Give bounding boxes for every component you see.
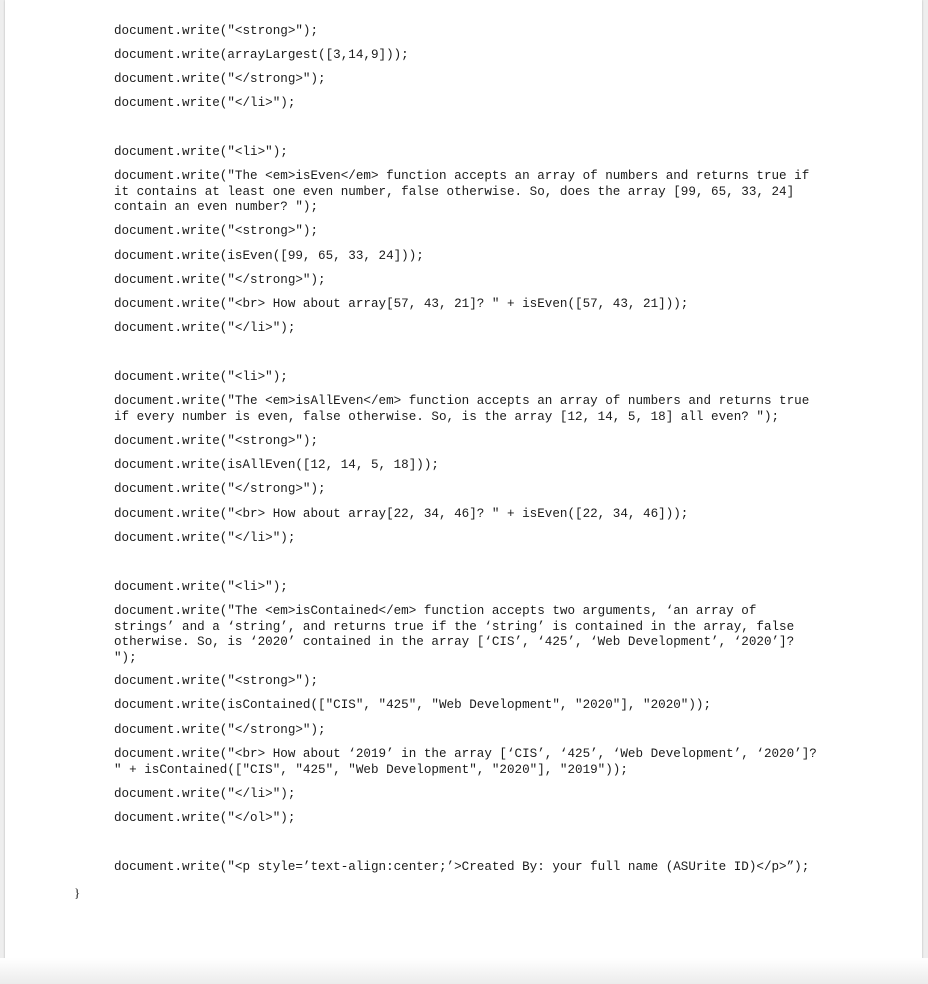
- code-line: document.write("The <em>isAllEven</em> function accepts an array of numbers and returns true if every number is even, false otherwise. So, is the array [12, 14, 5, 18] all even? ");: [114, 394, 810, 424]
- code-line: document.write("<strong>");: [114, 434, 319, 448]
- code-line: document.write(arrayLargest([3,14,9]));: [114, 48, 409, 62]
- code-line: document.write(isAllEven([12, 14, 5, 18]));: [114, 458, 439, 472]
- code-line: document.write("</li>");: [114, 321, 296, 335]
- code-line: document.write(isEven([99, 65, 33, 24]));: [114, 249, 424, 263]
- code-line: document.write(isContained(["CIS", "425", "Web Development", "2020"], "2020"));: [114, 698, 712, 712]
- code-line: document.write("</strong>");: [114, 72, 326, 86]
- code-line: document.write("<strong>");: [114, 674, 319, 688]
- code-line: document.write("</strong>");: [114, 273, 326, 287]
- code-line: document.write("</ol>");: [114, 811, 296, 825]
- page-bottom-shadow: [0, 958, 928, 984]
- code-line: document.write("<li>");: [114, 370, 288, 384]
- code-line: document.write("</li>");: [114, 787, 296, 801]
- code-line: document.write("</li>");: [114, 96, 296, 110]
- code-line: document.write("The <em>isContained</em> function accepts two arguments, ‘an array of strings’ and a ‘string’, and returns true if the ‘string’ is contained in the array, false otherwise. So, is ‘2020’ contained in the array [‘CIS’, ‘425’, ‘Web Development’, ‘2020’]? ");: [114, 604, 795, 665]
- code-line: document.write("</strong>");: [114, 482, 326, 496]
- code-line: document.write("<li>");: [114, 145, 288, 159]
- closing-brace: }: [74, 885, 81, 900]
- code-line: document.write("The <em>isEven</em> function accepts an array of numbers and returns true if it contains at least one even number, false otherwise. So, does the array [99, 65, 33, 24] contain an even number? ");: [114, 169, 810, 214]
- code-line: document.write("<br> How about array[57, 43, 21]? " + isEven([57, 43, 21]));: [114, 297, 689, 311]
- code-line: document.write("<p style=’text-align:center;’>Created By: your full name (ASUrite ID)</p>”);: [114, 860, 810, 874]
- code-line: document.write("</strong>");: [114, 723, 326, 737]
- code-line: document.write("<br> How about array[22, 34, 46]? " + isEven([22, 34, 46]));: [114, 507, 689, 521]
- code-line: document.write("</li>");: [114, 531, 296, 545]
- code-line: document.write("<strong>");: [114, 24, 319, 38]
- code-line: document.write("<strong>");: [114, 224, 319, 238]
- code-line: document.write("<br> How about ‘2019’ in the array [‘CIS’, ‘425’, ‘Web Development’, ‘2020’]? " + isContained(["CIS", "425", "Web Development", "2020"], "2019"));: [114, 747, 817, 777]
- code-line: document.write("<li>");: [114, 580, 288, 594]
